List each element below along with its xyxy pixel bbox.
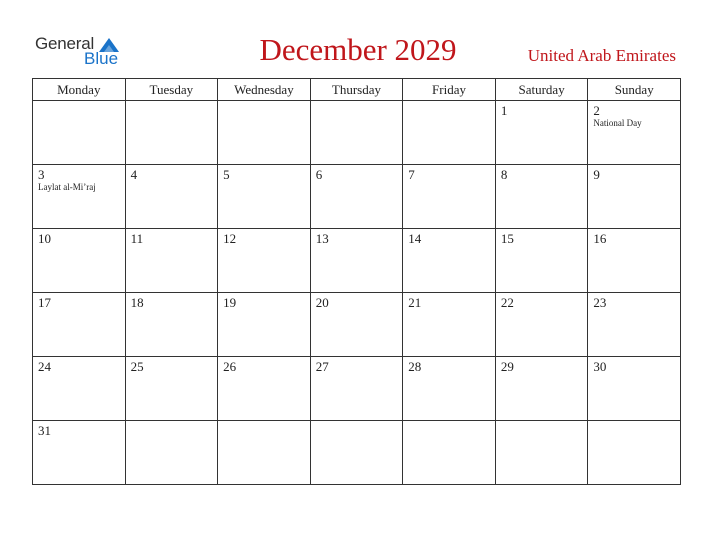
day-cell-content: [126, 165, 218, 228]
day-cell-content: [33, 421, 125, 484]
day-cell-content: [218, 229, 310, 292]
day-cell-content: [218, 421, 310, 484]
day-cell-content: [311, 101, 403, 164]
day-number: 12: [223, 231, 237, 246]
day-number: 13: [315, 231, 329, 246]
day-cell-content: [33, 357, 125, 420]
day-cell: [33, 165, 126, 229]
day-cell: [495, 293, 588, 357]
weekday-header: Monday: [33, 79, 126, 101]
day-number: 31: [38, 423, 51, 438]
day-cell: [218, 357, 311, 421]
day-cell: [403, 293, 496, 357]
day-cell: [125, 293, 218, 357]
day-number: 10: [38, 231, 51, 246]
day-cell-content: [403, 165, 495, 228]
weekday-header: Wednesday: [218, 79, 311, 101]
day-cell-content: [403, 357, 495, 420]
day-cell: [218, 421, 311, 485]
day-cell: [403, 101, 496, 165]
logo-text-blue: Blue: [84, 49, 119, 68]
day-cell-content: [588, 357, 680, 420]
day-number: 4: [130, 167, 138, 182]
day-cell: [588, 293, 681, 357]
day-cell: [310, 101, 403, 165]
calendar-body: [33, 101, 681, 485]
day-cell: [218, 165, 311, 229]
day-cell: [495, 421, 588, 485]
day-cell: [33, 101, 126, 165]
day-cell-content: [588, 165, 680, 228]
day-cell: [218, 293, 311, 357]
week-row: [33, 293, 681, 357]
calendar-title: December 2029: [259, 32, 457, 67]
week-row: [33, 101, 681, 165]
day-number: 1: [500, 103, 508, 118]
day-cell: [310, 357, 403, 421]
day-number: 23: [593, 295, 607, 310]
day-number: 6: [315, 167, 323, 182]
day-cell-content: [126, 229, 218, 292]
day-cell: [495, 165, 588, 229]
day-cell-content: [311, 165, 403, 228]
day-cell-content: [126, 101, 218, 164]
week-row: [33, 421, 681, 485]
day-cell-content: [311, 293, 403, 356]
day-cell: [125, 101, 218, 165]
day-cell: [403, 229, 496, 293]
day-cell: [33, 229, 126, 293]
weekday-header: Friday: [403, 79, 496, 101]
day-cell-content: [218, 165, 310, 228]
day-cell-content: [311, 229, 403, 292]
day-cell: [310, 165, 403, 229]
day-cell-content: [33, 165, 125, 228]
day-cell-content: [496, 101, 588, 164]
day-cell-content: [496, 229, 588, 292]
week-row: [33, 165, 681, 229]
brand-logo: [35, 34, 125, 68]
day-number: 28: [408, 359, 422, 374]
calendar-grid: [32, 78, 681, 485]
weekday-header: Thursday: [310, 79, 403, 101]
day-cell-content: [588, 101, 680, 164]
day-cell: [33, 421, 126, 485]
day-cell: [125, 421, 218, 485]
day-cell-content: [33, 229, 125, 292]
day-cell: [588, 357, 681, 421]
day-number: 22: [500, 295, 514, 310]
day-cell-content: [311, 421, 403, 484]
day-cell-content: [588, 421, 680, 484]
day-cell-content: [218, 101, 310, 164]
day-number: 30: [593, 359, 607, 374]
holiday-label: National Day: [593, 118, 642, 128]
day-cell-content: [588, 293, 680, 356]
day-cell-content: [33, 101, 125, 164]
day-cell-content: [126, 421, 218, 484]
day-cell: [495, 101, 588, 165]
weekday-header: Tuesday: [125, 79, 218, 101]
day-cell-content: [496, 293, 588, 356]
day-number: 29: [500, 359, 514, 374]
day-cell-content: [496, 357, 588, 420]
day-cell: [218, 229, 311, 293]
day-cell: [310, 421, 403, 485]
day-cell: [403, 165, 496, 229]
day-number: 19: [223, 295, 237, 310]
day-cell: [403, 421, 496, 485]
day-cell-content: [496, 421, 588, 484]
day-cell-content: [311, 357, 403, 420]
day-cell: [588, 165, 681, 229]
day-cell-content: [126, 293, 218, 356]
day-cell: [125, 229, 218, 293]
day-number: 16: [593, 231, 607, 246]
day-cell: [588, 229, 681, 293]
day-number: 27: [315, 359, 329, 374]
day-cell: [403, 357, 496, 421]
logo-text-general: General: [35, 34, 95, 53]
day-cell-content: [126, 357, 218, 420]
day-cell: [588, 101, 681, 165]
day-number: 21: [408, 295, 422, 310]
day-number: 3: [38, 167, 45, 182]
day-number: 17: [38, 295, 51, 310]
day-number: 11: [130, 231, 144, 246]
day-number: 7: [408, 167, 415, 182]
week-row: [33, 357, 681, 421]
day-number: 18: [130, 295, 144, 310]
day-cell-content: [403, 229, 495, 292]
weekday-header: Sunday: [588, 79, 681, 101]
day-cell: [218, 101, 311, 165]
day-cell: [310, 229, 403, 293]
day-cell: [33, 293, 126, 357]
day-cell: [125, 165, 218, 229]
day-cell-content: [218, 357, 310, 420]
day-cell-content: [403, 421, 495, 484]
day-number: 25: [130, 359, 144, 374]
country-name: United Arab Emirates: [527, 46, 676, 65]
day-number: 20: [315, 295, 329, 310]
day-cell-content: [403, 293, 495, 356]
day-cell: [495, 229, 588, 293]
week-row: [33, 229, 681, 293]
day-cell-content: [218, 293, 310, 356]
day-number: 24: [38, 359, 51, 374]
day-cell: [33, 357, 126, 421]
day-number: 26: [223, 359, 237, 374]
holiday-label: Laylat al-Mi’raj: [38, 182, 96, 192]
day-number: 8: [500, 167, 508, 182]
day-number: 9: [593, 167, 600, 182]
day-number: 5: [223, 167, 230, 182]
day-cell-content: [588, 229, 680, 292]
day-number: 15: [500, 231, 514, 246]
day-number: 2: [593, 103, 600, 118]
weekday-header-row: [33, 79, 681, 101]
day-cell-content: [496, 165, 588, 228]
weekday-header: Saturday: [495, 79, 588, 101]
day-cell: [310, 293, 403, 357]
day-cell-content: [403, 101, 495, 164]
day-cell: [495, 357, 588, 421]
day-number: 14: [408, 231, 422, 246]
day-cell: [125, 357, 218, 421]
day-cell: [588, 421, 681, 485]
day-cell-content: [33, 293, 125, 356]
